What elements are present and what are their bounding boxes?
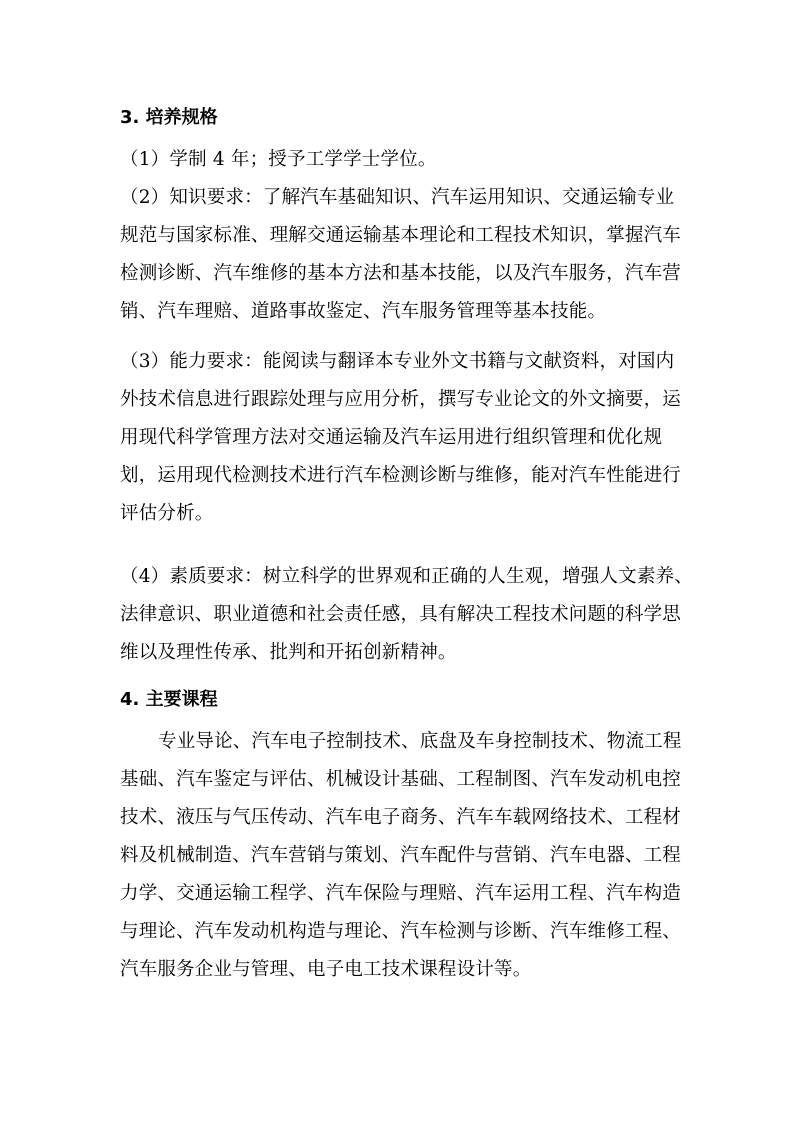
- text-line: 汽车服务企业与管理、电子电工技术课程设计等。: [120, 959, 532, 980]
- courses-paragraph: [120, 723, 680, 989]
- text-line: 料及机械制造、汽车营销与策划、汽车配件与营销、汽车电器、工程: [120, 845, 682, 866]
- text-line: 与理论、汽车发动机构造与理论、汽车检测与诊断、汽车维修工程、: [120, 921, 682, 942]
- spec-item-2: [120, 179, 680, 331]
- text-line: 划，运用现代检测技术进行汽车检测诊断与维修，能对汽车性能进行: [120, 465, 682, 486]
- text-line: 规范与国家标准、理解交通运输基本理论和工程技术知识，掌握汽车: [120, 225, 682, 246]
- text-line: （2）知识要求：了解汽车基础知识、汽车运用知识、交通运输专业: [120, 187, 675, 208]
- text-line: 技术、液压与气压传动、汽车电子商务、汽车车载网络技术、工程材: [120, 807, 682, 828]
- text-line: 力学、交通运输工程学、汽车保险与理赔、汽车运用工程、汽车构造: [120, 883, 682, 904]
- spec-item-3: [120, 343, 680, 533]
- text-line: 法律意识、职业道德和社会责任感，具有解决工程技术问题的科学思: [120, 604, 682, 625]
- spec-item-1: [120, 141, 680, 179]
- text-line: 销、汽车理赔、道路事故鉴定、汽车服务管理等基本技能。: [120, 301, 607, 322]
- text-line: 专业导论、汽车电子控制技术、底盘及车身控制技术、物流工程: [158, 731, 682, 752]
- text-line: （3）能力要求：能阅读与翻译本专业外文书籍与文献资料，对国内: [120, 351, 675, 372]
- text-line: （1）学制 4 年；授予工学学士学位。: [120, 149, 437, 170]
- text-line: 基础、汽车鉴定与评估、机械设计基础、工程制图、汽车发动机电控: [120, 769, 682, 790]
- section-4-heading: 4. 主要课程: [120, 689, 218, 710]
- text-line: 用现代科学管理方法对交通运输及汽车运用进行组织管理和优化规: [120, 427, 663, 448]
- text-line: 评估分析。: [120, 503, 214, 524]
- text-line: 外技术信息进行跟踪处理与应用分析，撰写专业论文的外文摘要，运: [120, 389, 682, 410]
- text-line: 检测诊断、汽车维修的基本方法和基本技能，以及汽车服务，汽车营: [120, 263, 682, 284]
- section-3-heading: 3. 培养规格: [120, 107, 218, 128]
- text-line: （4）素质要求：树立科学的世界观和正确的人生观，增强人文素养、: [120, 566, 693, 587]
- text-line: 维以及理性传承、批判和开拓创新精神。: [120, 642, 457, 663]
- spec-item-4: [120, 558, 693, 672]
